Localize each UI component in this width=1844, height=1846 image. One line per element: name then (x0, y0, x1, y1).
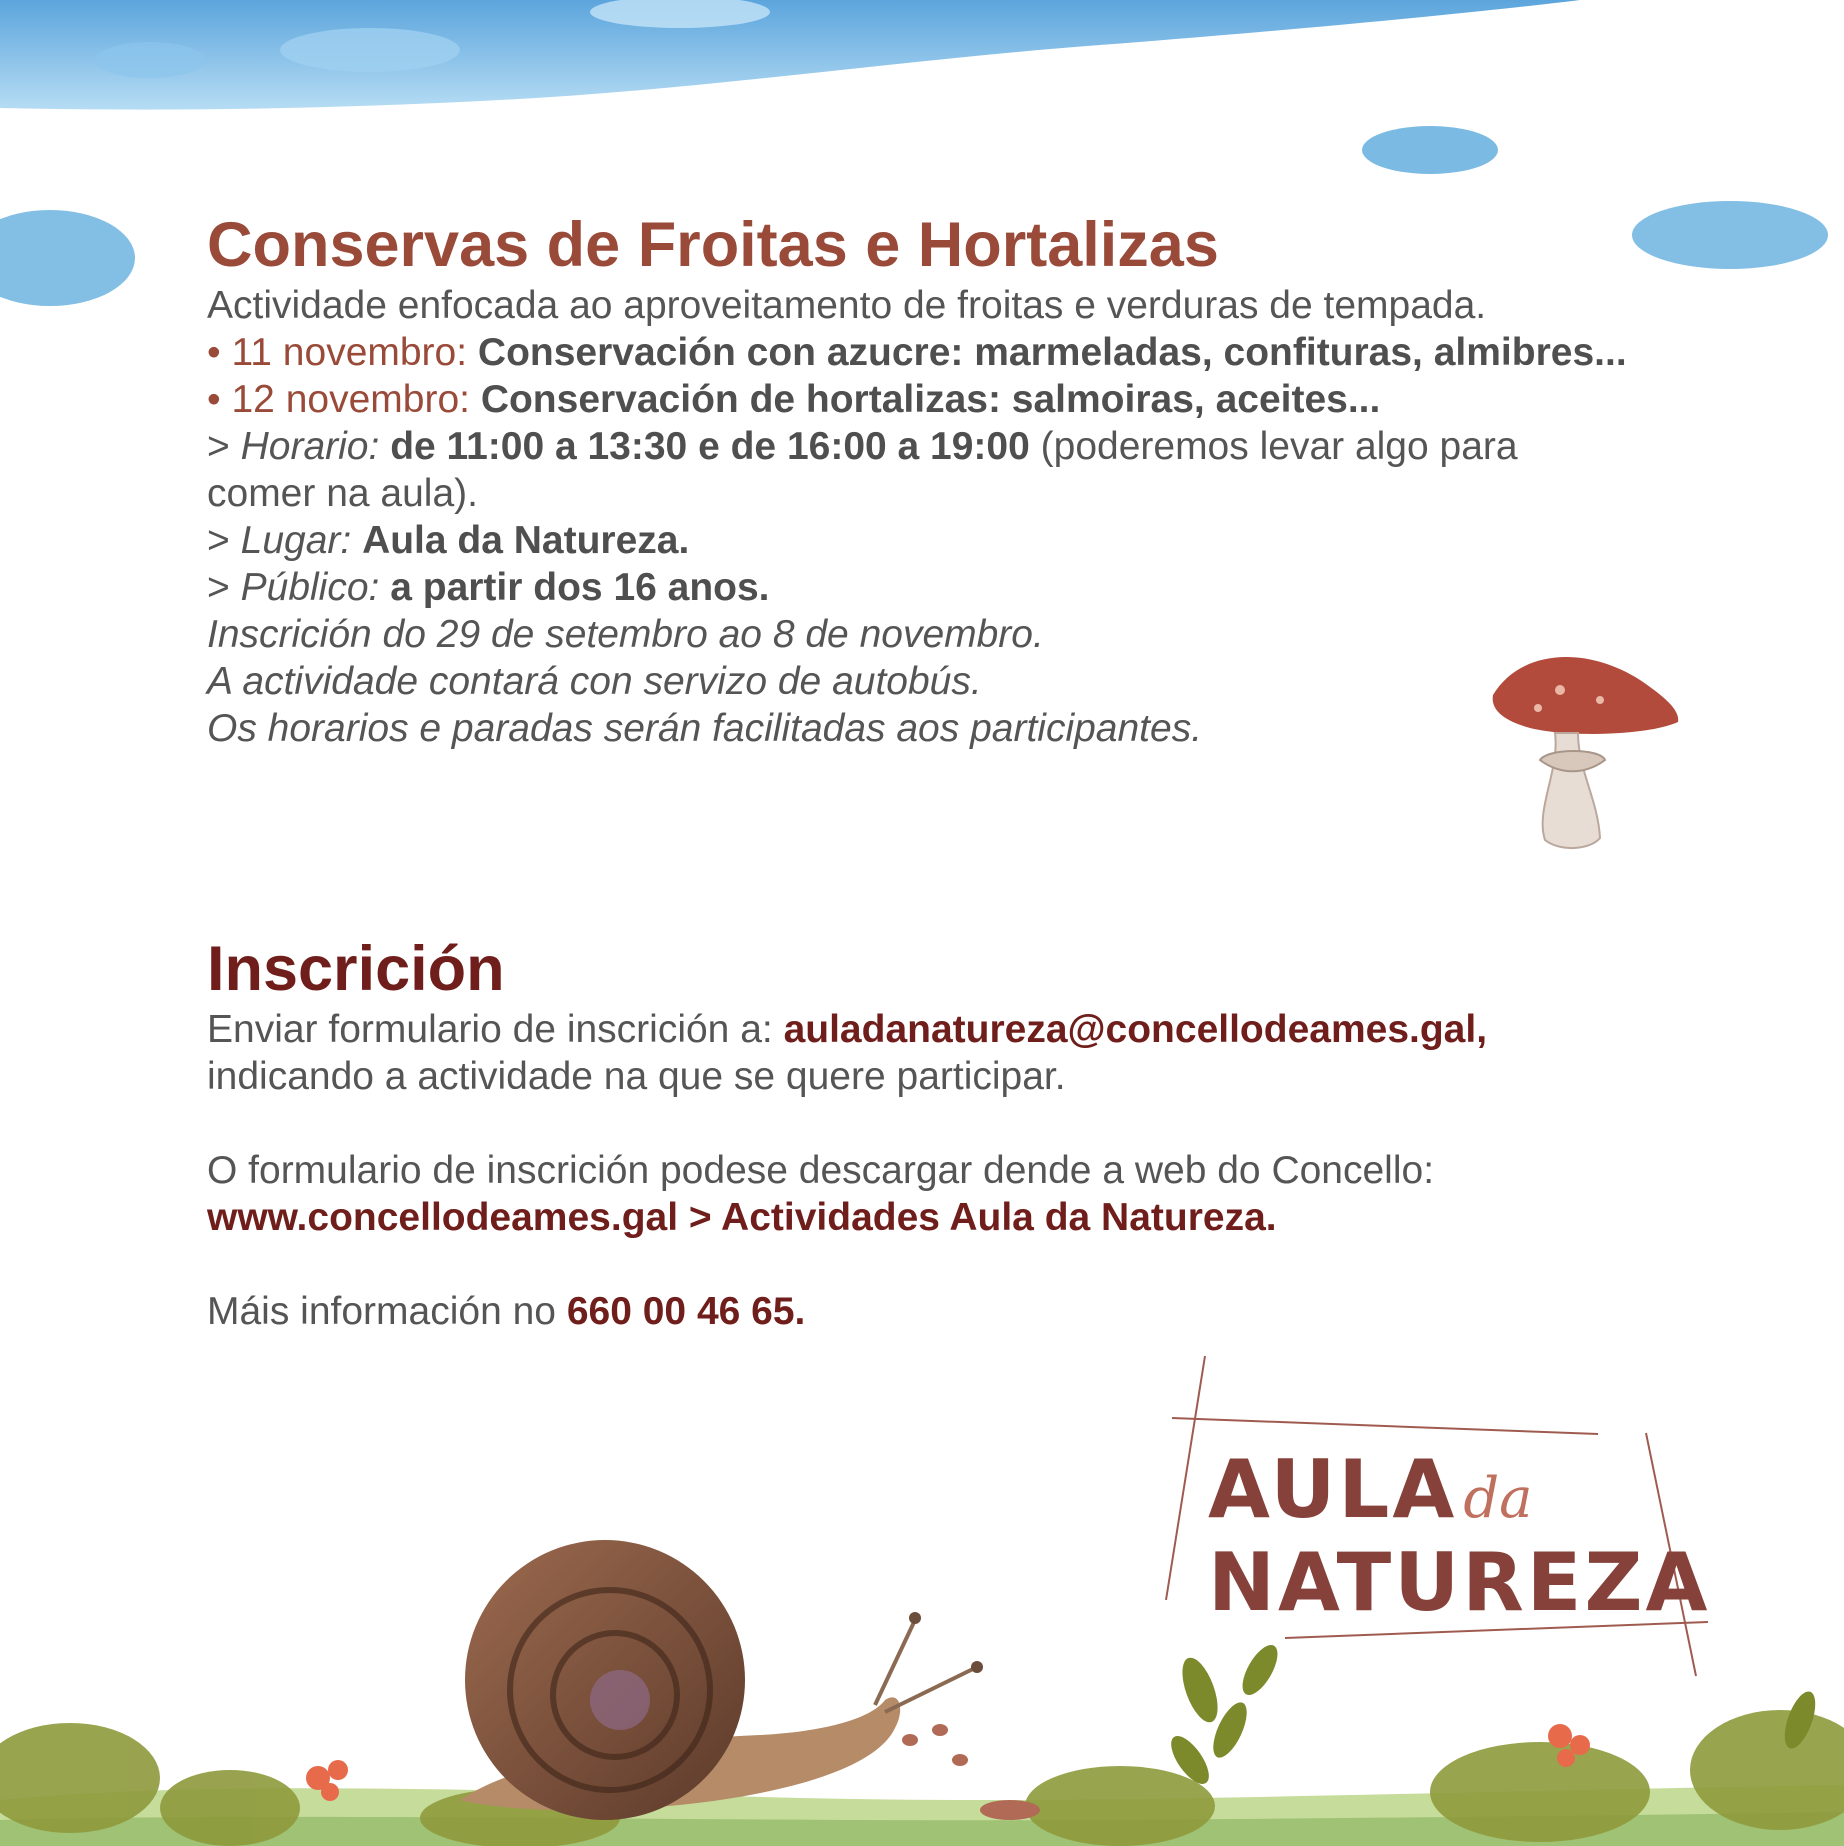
audience-line (207, 564, 1627, 611)
place-label: Lugar: (240, 519, 352, 562)
cloud (1632, 201, 1828, 269)
logo-word-aula: AULA (1208, 1443, 1458, 1536)
activity-intro: Actividade enfocada ao aproveitamento de froitas e verduras de tempada. (207, 284, 1487, 327)
schedule-line (207, 423, 1627, 517)
phone-number[interactable]: 660 00 46 65. (566, 1290, 806, 1333)
note-line: Os horarios e paradas serán facilitadas aos participantes. (207, 707, 1203, 750)
audience-value: a partir dos 16 anos. (390, 566, 770, 609)
aula-da-natureza-logo (1208, 1443, 1711, 1629)
session-topic: Conservación con azucre: marmeladas, confituras, almibres... (477, 331, 1627, 374)
registration-title: Inscrición (207, 934, 505, 1004)
schedule-note: (poderemos levar algo para comer na aula). (207, 425, 1518, 515)
note-line: Inscrición do 29 de setembro ao 8 de novembro. (207, 613, 1044, 656)
logo-word-da: da (1463, 1466, 1533, 1531)
activity-title: Conservas de Froitas e Hortalizas (207, 210, 1219, 280)
email-link[interactable]: auladanatureza@concellodeames.gal, (783, 1008, 1488, 1051)
cloud (0, 210, 135, 306)
spacer (207, 1241, 1627, 1288)
note-line: A actividade contará con servizo de autobús. (207, 660, 982, 703)
send-line (207, 1006, 1627, 1053)
place-prefix: > (207, 519, 241, 562)
spacer (207, 1100, 1627, 1147)
cloud (1362, 126, 1498, 174)
session-item (207, 329, 1627, 376)
session-item (207, 376, 1627, 423)
registration-section (207, 932, 1627, 1335)
snail-illustration (460, 1540, 983, 1820)
info-text: Máis información no (207, 1290, 567, 1333)
session-date: • 11 novembro: (207, 331, 478, 374)
session-date: • 12 novembro: (207, 378, 481, 421)
logo-word-natureza: NATUREZA (1208, 1536, 1711, 1629)
logo-line-1 (1208, 1443, 1658, 1541)
web-link[interactable]: www.concellodeames.gal > Actividades Aula da Natureza. (207, 1196, 1277, 1239)
schedule-label: Horario: (240, 425, 380, 468)
session-topic: Conservación de hortalizas: salmoiras, aceites... (480, 378, 1381, 421)
sky-band (0, 0, 1580, 110)
audience-prefix: > (207, 566, 241, 609)
send-line-2: indicando a actividade na que se quere participar. (207, 1055, 1066, 1098)
send-text: Enviar formulario de inscrición a: (207, 1008, 784, 1051)
download-text: O formulario de inscrición podese descargar dende a web do Concello: (207, 1149, 1435, 1192)
activity-section (207, 208, 1627, 752)
schedule-value: de 11:00 a 13:30 e de 16:00 a 19:00 (390, 425, 1030, 468)
sky-bubble (280, 28, 460, 72)
info-line (207, 1288, 1627, 1335)
audience-label: Público: (240, 566, 380, 609)
place-value: Aula da Natureza. (362, 519, 690, 562)
sky-bubble (95, 42, 205, 78)
schedule-prefix: > (207, 425, 241, 468)
place-line (207, 517, 1627, 564)
